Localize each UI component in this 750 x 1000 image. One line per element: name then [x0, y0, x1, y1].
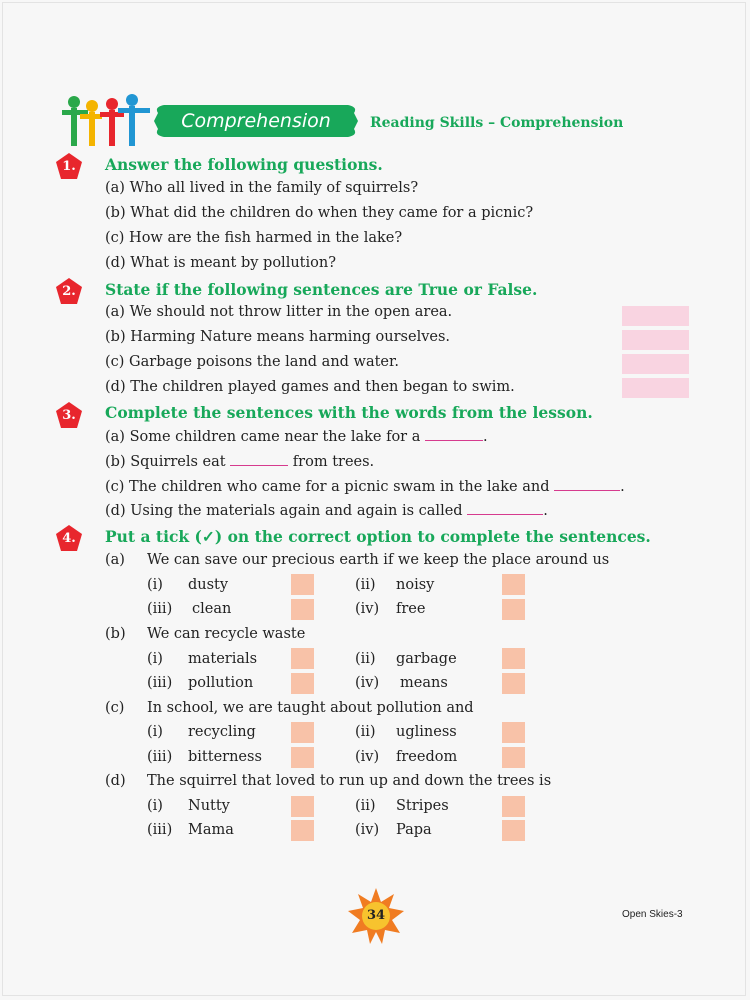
statement-line: (c) Garbage poisons the land and water. [105, 354, 399, 370]
part-question: The squirrel that loved to run up and down the trees is [147, 773, 552, 789]
children-logo-icon [60, 94, 154, 148]
sentence-start: (b) Squirrels eat [105, 454, 231, 470]
option-number: (ii) [355, 577, 376, 593]
option-label: freedom [396, 749, 458, 765]
tick-box[interactable] [502, 599, 525, 620]
true-false-answer-box[interactable] [622, 378, 689, 398]
page-number: 34 [366, 908, 386, 923]
tick-box[interactable] [291, 820, 314, 841]
option-label: Nutty [188, 798, 230, 814]
option-label: noisy [396, 577, 435, 593]
option-number: (i) [147, 577, 163, 593]
section-subtitle: Reading Skills – Comprehension [370, 115, 624, 131]
part-letter: (b) [105, 626, 126, 642]
option-number: (i) [147, 724, 163, 740]
tick-box[interactable] [502, 574, 525, 595]
option-label: Papa [396, 822, 432, 838]
blank-field[interactable] [230, 453, 288, 466]
question-line: (c) How are the fish harmed in the lake? [105, 230, 403, 246]
sentence-end: from trees. [288, 454, 375, 470]
blank-field[interactable] [425, 428, 483, 441]
option-label: Mama [188, 822, 234, 838]
part-letter: (d) [105, 773, 126, 789]
option-label: free [396, 601, 426, 617]
option-number: (iv) [355, 749, 380, 765]
sentence-start: (d) Using the materials again and again is called [105, 503, 468, 519]
page-border [2, 2, 746, 996]
question-number: 1. [62, 159, 76, 174]
tick-box[interactable] [291, 796, 314, 817]
fill-blank-line [105, 502, 548, 519]
option-number: (ii) [355, 798, 376, 814]
blank-field[interactable] [554, 478, 620, 491]
question-line: (b) What did the children do when they came for a picnic? [105, 205, 534, 221]
tick-box[interactable] [502, 796, 525, 817]
sentence-start: (a) Some children came near the lake for a [105, 429, 425, 445]
tick-box[interactable] [502, 747, 525, 768]
question-title: Complete the sentences with the words from the lesson. [105, 403, 593, 422]
tick-box[interactable] [291, 599, 314, 620]
fill-blank-line [105, 453, 374, 470]
option-label: recycling [188, 724, 256, 740]
fill-blank-line [105, 478, 625, 495]
banner-title: Comprehension [181, 110, 331, 132]
option-number: (iii) [147, 822, 173, 838]
sentence-end: . [620, 479, 625, 495]
option-number: (i) [147, 651, 163, 667]
true-false-answer-box[interactable] [622, 306, 689, 326]
option-number: (i) [147, 798, 163, 814]
part-letter: (c) [105, 700, 125, 716]
part-letter: (a) [105, 552, 125, 568]
statement-line: (b) Harming Nature means harming ourselves. [105, 329, 451, 345]
option-number: (ii) [355, 724, 376, 740]
blank-field[interactable] [467, 502, 543, 515]
option-number: (iii) [147, 749, 173, 765]
option-number: (iv) [355, 601, 380, 617]
question-line: (a) Who all lived in the family of squirrels? [105, 180, 419, 196]
question-number: 2. [62, 284, 76, 299]
sentence-end: . [482, 429, 488, 445]
option-label: means [400, 675, 448, 691]
fill-blank-line [105, 428, 488, 445]
question-title: State if the following sentences are True or False. [105, 280, 538, 299]
option-number: (iv) [355, 822, 380, 838]
book-title: Open Skies-3 [622, 909, 683, 920]
question-title: Answer the following questions. [105, 155, 383, 174]
option-label: materials [188, 651, 258, 667]
sentence-end: . [543, 503, 548, 519]
question-line: (d) What is meant by pollution? [105, 255, 336, 271]
tick-box[interactable] [502, 648, 525, 669]
option-number: (ii) [355, 651, 376, 667]
option-label: pollution [188, 675, 254, 691]
sentence-start: (c) The children who came for a picnic swam in the lake and [105, 479, 555, 495]
question-number: 3. [62, 408, 76, 423]
tick-box[interactable] [291, 574, 314, 595]
option-number: (iv) [355, 675, 380, 691]
option-label: bitterness [188, 749, 262, 765]
option-label: ugliness [396, 724, 457, 740]
option-label: dusty [188, 577, 229, 593]
part-question: In school, we are taught about pollution and [147, 700, 474, 716]
part-question: We can save our precious earth if we keep the place around us [147, 552, 610, 568]
tick-box[interactable] [291, 722, 314, 743]
option-label: Stripes [396, 798, 449, 814]
part-question: We can recycle waste [147, 626, 306, 642]
question-number: 4. [62, 531, 76, 546]
tick-box[interactable] [502, 722, 525, 743]
option-label: garbage [396, 651, 457, 667]
tick-box[interactable] [291, 747, 314, 768]
tick-box[interactable] [502, 673, 525, 694]
true-false-answer-box[interactable] [622, 330, 689, 350]
question-title: Put a tick (✓) on the correct option to complete the sentences. [105, 527, 651, 546]
tick-box[interactable] [502, 820, 525, 841]
true-false-answer-box[interactable] [622, 354, 689, 374]
statement-line: (a) We should not throw litter in the open area. [105, 304, 453, 320]
tick-box[interactable] [291, 648, 314, 669]
option-number: (iii) [147, 675, 173, 691]
statement-line: (d) The children played games and then began to swim. [105, 379, 515, 395]
tick-box[interactable] [291, 673, 314, 694]
option-label: clean [192, 601, 232, 617]
option-number: (iii) [147, 601, 173, 617]
